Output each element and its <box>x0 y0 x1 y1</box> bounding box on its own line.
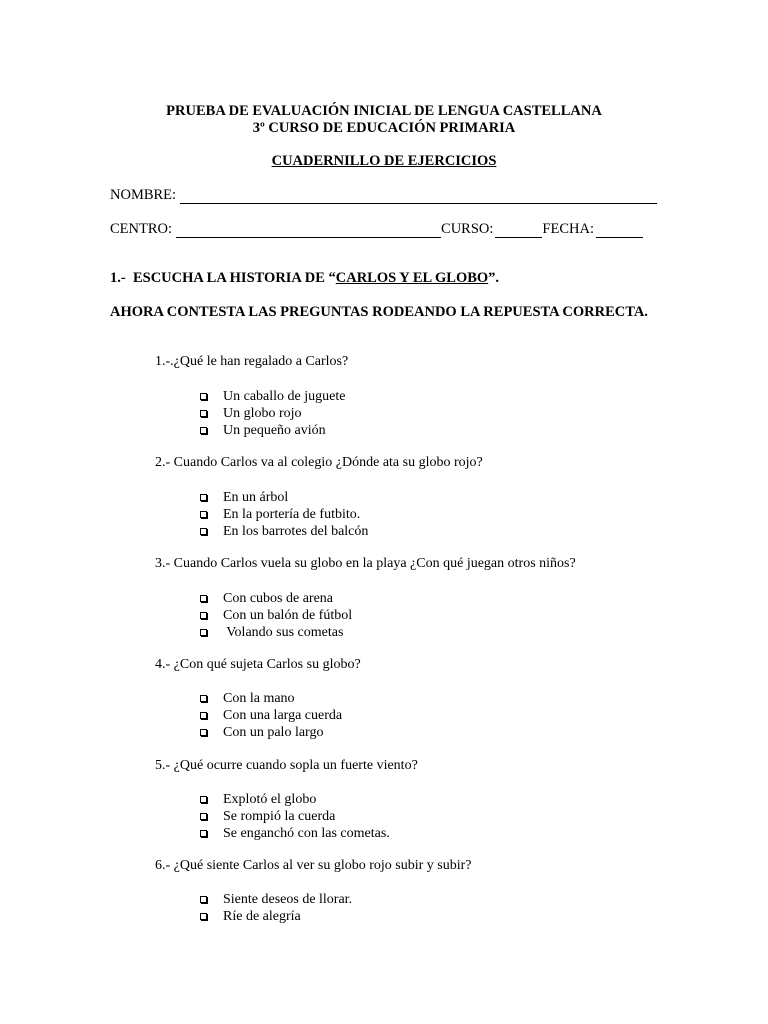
checkbox-icon[interactable] <box>200 913 207 920</box>
option-item[interactable] <box>200 523 368 540</box>
option-label: En un árbol <box>223 489 289 505</box>
option-label: Un globo rojo <box>223 405 302 421</box>
checkbox-icon[interactable] <box>200 410 207 417</box>
name-field-row <box>110 186 657 204</box>
option-label: Se enganchó con las cometas. <box>223 825 390 841</box>
option-label: Con un palo largo <box>223 724 324 740</box>
option-item[interactable] <box>200 891 352 908</box>
section-heading <box>110 270 499 287</box>
date-label: FECHA: <box>542 221 594 237</box>
options-question-3 <box>200 590 352 641</box>
school-field-row <box>110 220 657 238</box>
name-input-line[interactable] <box>180 189 657 204</box>
options-question-1 <box>200 388 345 439</box>
test-title: PRUEBA DE EVALUACIÓN INICIAL DE LENGUA CASTELLANA <box>166 103 602 119</box>
checkbox-icon[interactable] <box>200 511 207 518</box>
checkbox-icon[interactable] <box>200 813 207 820</box>
option-label: Con un balón de fútbol <box>223 607 353 623</box>
checkbox-icon[interactable] <box>200 796 207 803</box>
option-item[interactable] <box>200 825 390 842</box>
option-label: Con cubos de arena <box>223 590 334 606</box>
option-label: Con la mano <box>223 690 295 706</box>
question-5: 5.- ¿Qué ocurre cuando sopla un fuerte viento? <box>155 758 418 773</box>
options-question-2 <box>200 489 368 540</box>
checkbox-icon[interactable] <box>200 494 207 501</box>
checkbox-icon[interactable] <box>200 629 207 636</box>
booklet-title: CUADERNILLO DE EJERCICIOS <box>271 153 497 169</box>
option-label: Un pequeño avión <box>223 422 326 438</box>
options-question-4 <box>200 690 342 741</box>
name-label: NOMBRE: <box>110 187 177 203</box>
option-item[interactable] <box>200 590 352 607</box>
options-question-6 <box>200 891 352 925</box>
school-input-line[interactable] <box>176 223 441 238</box>
checkbox-icon[interactable] <box>200 528 207 535</box>
checkbox-icon[interactable] <box>200 427 207 434</box>
option-item[interactable] <box>200 388 345 405</box>
grade-title: 3º CURSO DE EDUCACIÓN PRIMARIA <box>252 120 516 136</box>
option-label: Siente deseos de llorar. <box>223 891 353 907</box>
option-label: Explotó el globo <box>223 791 317 807</box>
section-heading-suffix: ”. <box>488 270 500 286</box>
option-label: Se rompió la cuerda <box>223 808 336 824</box>
option-item[interactable] <box>200 808 390 825</box>
checkbox-icon[interactable] <box>200 896 207 903</box>
question-2: 2.- Cuando Carlos va al colegio ¿Dónde ata su globo rojo? <box>155 455 483 470</box>
option-label: En los barrotes del balcón <box>223 523 369 539</box>
checkbox-icon[interactable] <box>200 393 207 400</box>
date-input-line[interactable] <box>596 223 643 238</box>
option-label: Volando sus cometas <box>223 624 344 640</box>
grade-input-line[interactable] <box>495 223 542 238</box>
option-item[interactable] <box>200 405 345 422</box>
checkbox-icon[interactable] <box>200 695 207 702</box>
option-label: En la portería de futbito. <box>223 506 361 522</box>
checkbox-icon[interactable] <box>200 612 207 619</box>
option-item[interactable] <box>200 690 342 707</box>
story-title: CARLOS Y EL GLOBO <box>335 270 489 286</box>
option-item[interactable] <box>200 707 342 724</box>
options-question-5 <box>200 791 390 842</box>
option-item[interactable] <box>200 506 368 523</box>
option-item[interactable] <box>200 791 390 808</box>
question-4: 4.- ¿Con qué sujeta Carlos su globo? <box>155 657 361 672</box>
option-item[interactable] <box>200 624 352 641</box>
question-6: 6.- ¿Qué siente Carlos al ver su globo rojo subir y subir? <box>155 858 472 873</box>
school-label: CENTRO: <box>110 221 173 237</box>
option-item[interactable] <box>200 908 352 925</box>
grade-label: CURSO: <box>441 221 494 237</box>
option-label: Con una larga cuerda <box>223 707 343 723</box>
option-item[interactable] <box>200 489 368 506</box>
question-3: 3.- Cuando Carlos vuela su globo en la playa ¿Con qué juegan otros niños? <box>155 556 576 571</box>
question-1: 1.-.¿Qué le han regalado a Carlos? <box>155 354 349 369</box>
checkbox-icon[interactable] <box>200 729 207 736</box>
option-label: Un caballo de juguete <box>223 388 346 404</box>
option-item[interactable] <box>200 607 352 624</box>
checkbox-icon[interactable] <box>200 712 207 719</box>
checkbox-icon[interactable] <box>200 830 207 837</box>
checkbox-icon[interactable] <box>200 595 207 602</box>
option-label: Ríe de alegría <box>223 908 301 924</box>
option-item[interactable] <box>200 724 342 741</box>
instruction-text: AHORA CONTESTA LAS PREGUNTAS RODEANDO LA REPUESTA CORRECTA. <box>110 304 648 320</box>
section-heading-prefix: 1.- ESCUCHA LA HISTORIA DE “ <box>110 270 336 286</box>
option-item[interactable] <box>200 422 345 439</box>
